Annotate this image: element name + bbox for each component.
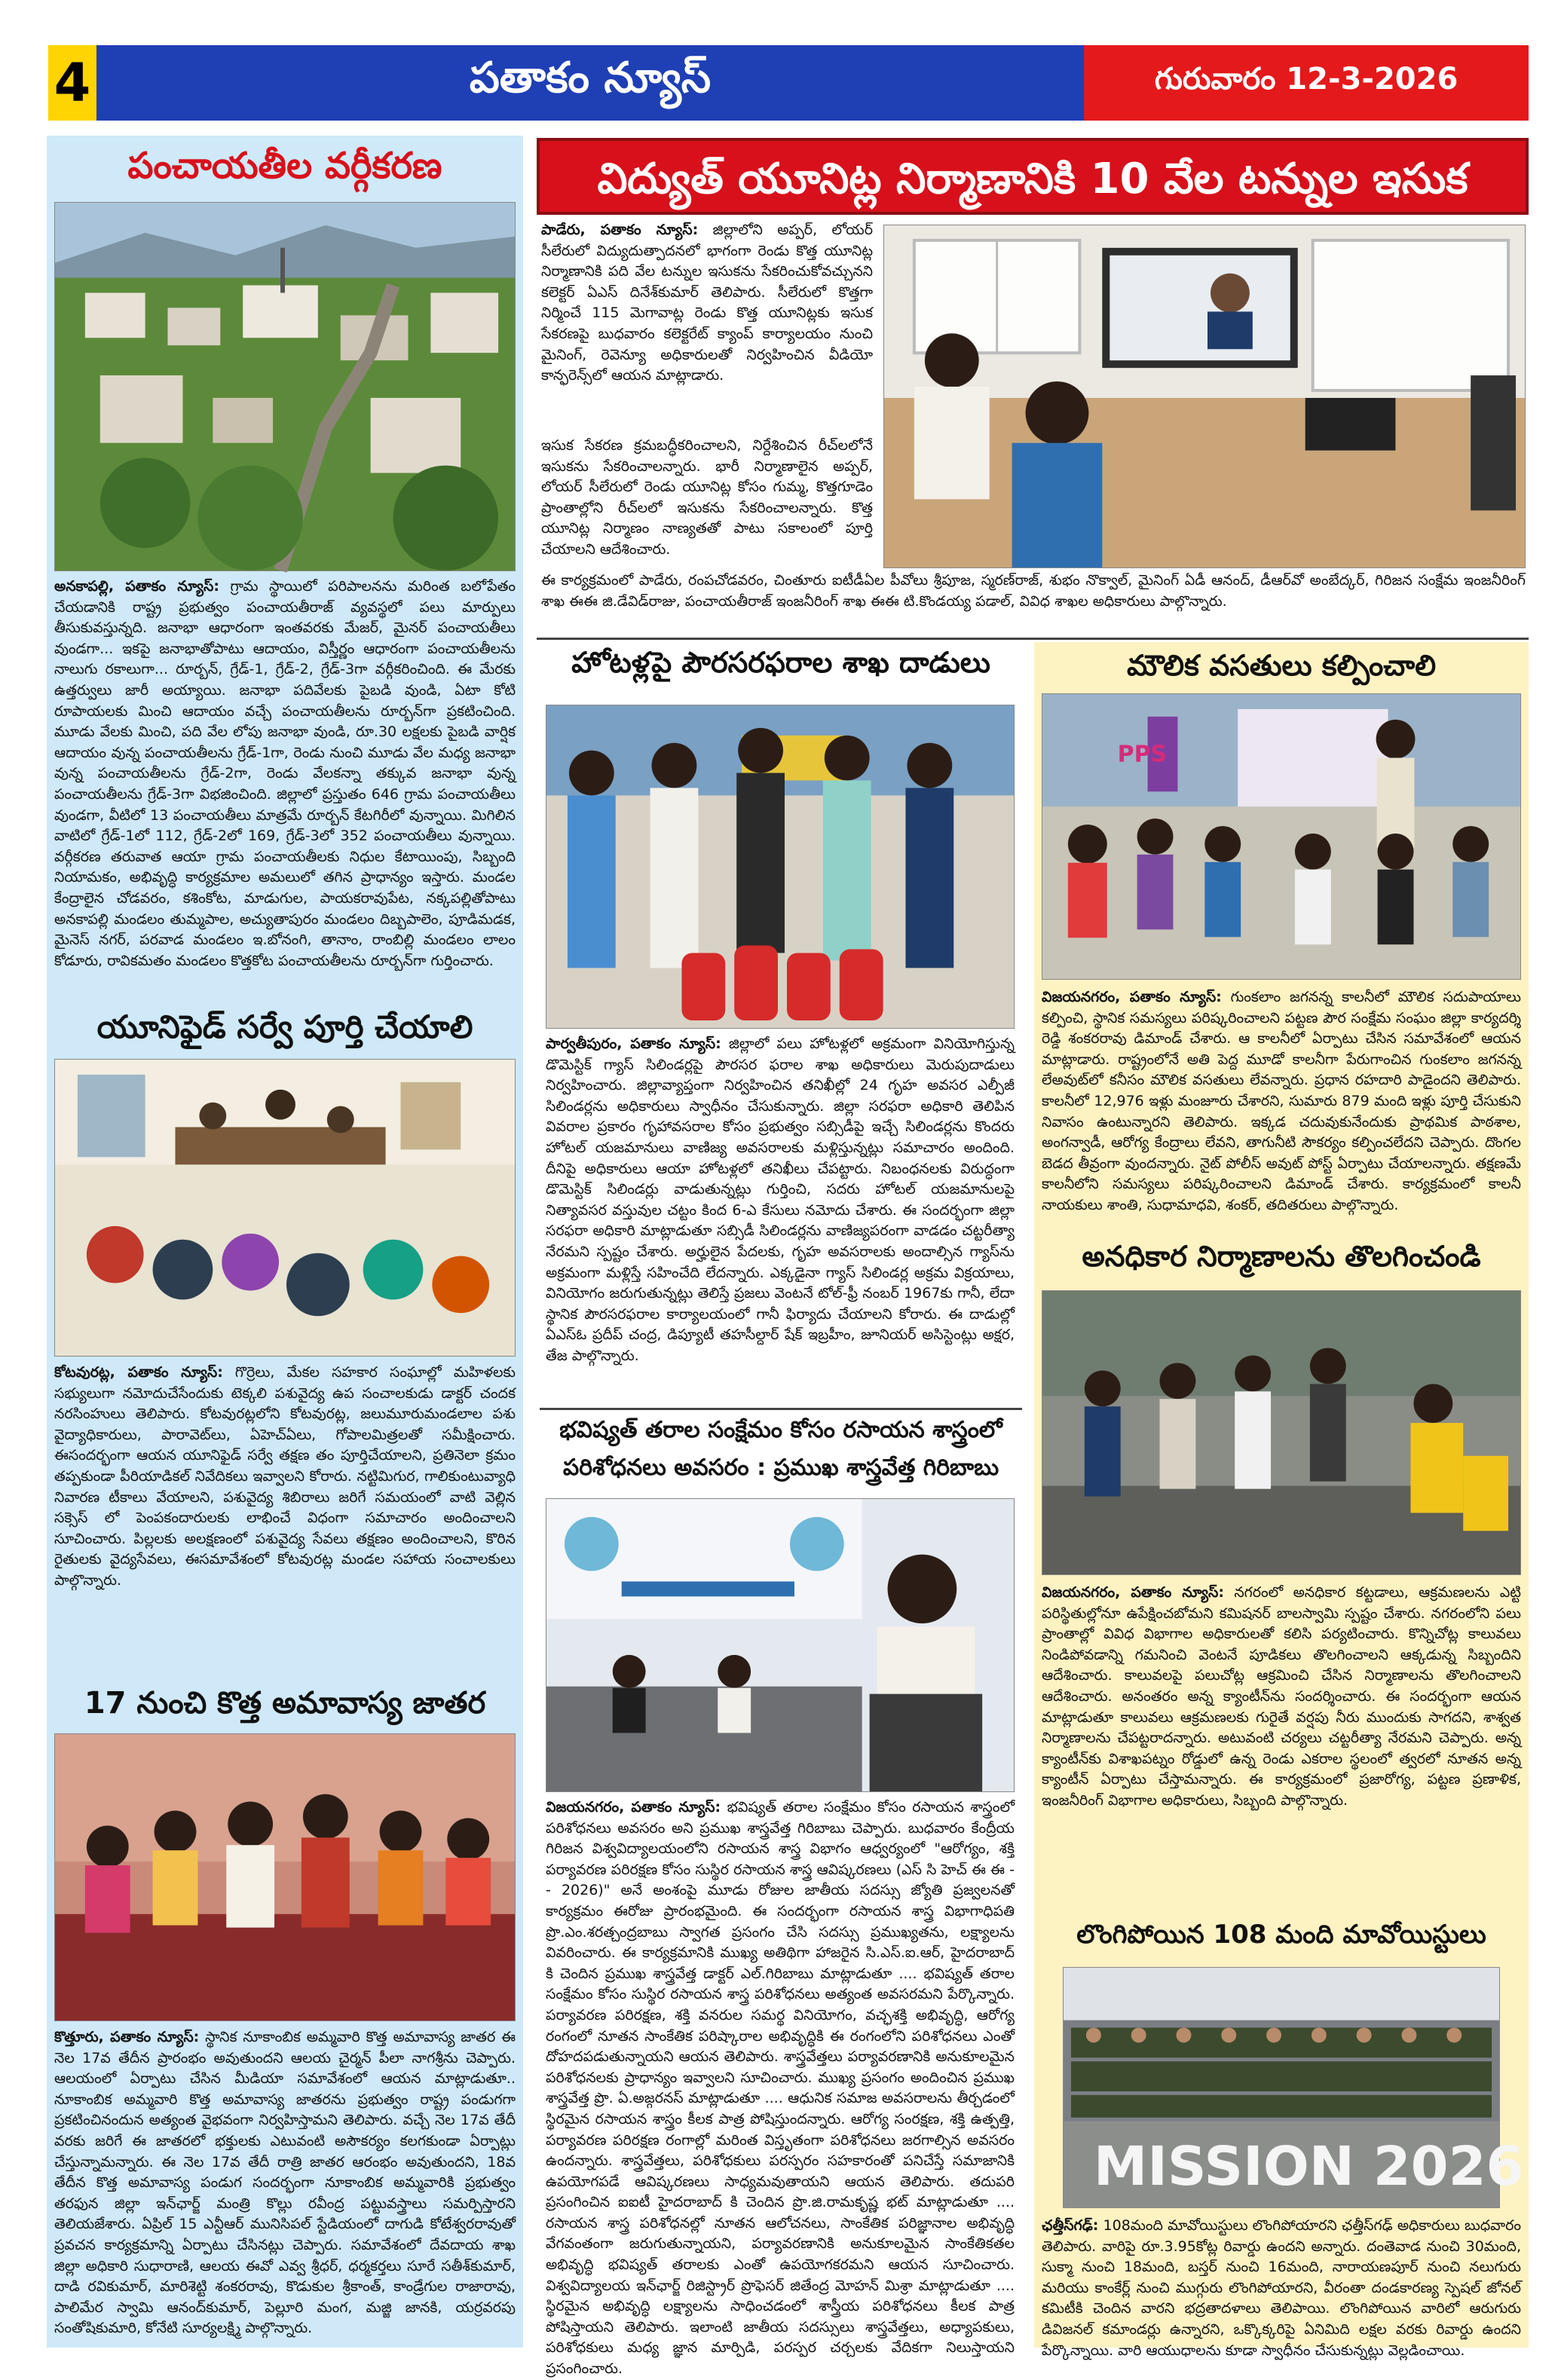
pps-banner-label: PPS (1117, 741, 1168, 768)
survey-text: గొర్రెలు, మేకల సహకార సంఘాల్లో మహిళలకు సభ్యులుగా నమోదుచేసేందుకు టెక్కలి పశువైద్య ఉప సంచాలకుడు డాక్టర్ చందక నరసింహులు తెలిపారు. కోటవురట్లలోని కోటవురట్ల, జలుమూరుమండలాల పశు వైద్యాధికారులు, పారావెట్‌లు, ఏహెచ్‌ఏలు, గోపాలమిత్రలతో సమీక్షించారు. ఈసందర్భంగా ఆయన యూనిఫైడ్ సర్వే తక్షణ తం పూర్తిచేయాలని, ప్రతినెలా క్రమం తప్పకుండా పీరియాడికల్ నివేదికలు ఇవ్వాలని కోరారు. నట్టిమిగుర, గాలికుంటువ్యాధి నివారణ టీకాలు వేయాలని, పశువైద్య శిబిరాలు జరిగే సమయంలో వాటి వెల్లిన సక్సెస్ లో పెంపకందారులకు లాభించే విధంగా సమాచారం అందించాలని సూచించారు. పిల్లలకు అలక్షణంలో పశువైద్య సేవలు తక్షణం అందించాలని, కొరిన రైతులకు వైద్యసేవలు, ఈసమావేశంలో కోటవురట్ల మండల సహాయ సంచాలకులు పాల్గొన్నారు. (54, 1364, 516, 1589)
video-conference-photo (883, 225, 1526, 568)
basic-text: గుంకలాం జగనన్న కాలనీలో మౌలిక సదుపాయాలు కల్పించి, స్థానిక సమస్యలు పరిష్కరించాలని పట్టణ పౌర సంక్షేమ సంఘం జిల్లా కార్యదర్శి రెడ్డి శంకరరావు డిమాండ్ చేశారు. ఆ కాలనీలో ఏర్పాటు చేసిన సమావేశంలో ఆయన మాట్లాడారు. రాష్ట్రంలోనే అతి పెద్ద మూడో కాలనీగా పేరుగాంచిన గుంకలాం జగనన్న లేఅవుట్‌లో కనీసం మౌలిక వసతులు లేవన్నారు. ప్రధాన రహదారి పాడైందని తెలిపారు. కాలనీలో 12,976 ఇళ్లు మంజూరు చేశారని, సుమారు 879 మంది ఇళ్లు పూర్తి చేసుకుని నివాసం ఉంటున్నారని తెలిపారు. ఇక్కడ చదువుకునేందుకు ప్రాథమిక పాఠశాల, అంగన్వాడీ, ఆరోగ్య కేంద్రాలు లేవని, తాగునీటి సౌకర్యం కల్పించలేదని చెప్పారు. దొంగల బెడద తీవ్రంగా వుందన్నారు. నైట్ పోలీస్ అవుట్ పోస్ట్ ఏర్పాటు చేయాలన్నారు. తక్షణమే కాలనీలోని సమస్యలు పరిష్కరించాలని డిమాండ్ చేశారు. కార్యక్రమంలో కాలనీ నాయకులు శాంతి, సుధామాధవి, శంకర్, తదితరులు పాల్గొన్నారు. (1042, 989, 1521, 1213)
maoists-headline: లొంగిపోయిన 108 మంది మావోయిస్టులు (1076, 1920, 1486, 1950)
panchayat-text: గ్రామ స్థాయిలో పరిపాలనను మరింత బలోపేతం చేయడానికి రాష్ట్ర ప్రభుత్వం పంచాయతీరాజ్ వ్యవస్థలో పలు మార్పులు తీసుకువస్తున్నది. జనాభా ఆధారంగా ఇంతవరకు మేజర్, మైనర్ పంచాయతీలు వుండగా... ఇకపై జనాభాతోపాటు ఆదాయం, విస్తీర్ణం ఆధారంగా పంచాయతీలను నాలుగు రకాలుగా... రూర్బన్, గ్రేడ్-1, గ్రేడ్-2, గ్రేడ్-3గా వర్గీకరించింది. ఈ మేరకు ఉత్తర్వులు జారీ అయ్యాయి. జనాభా పదివేలకు పైబడి వుండి, ఏటా కోటి రూపాయలకు మించి ఆదాయం వచ్చే పంచాయతీలను రూర్బన్‌గా ప్రకటించింది. మూడు వేలకు మించి, పది వేల లోపు జనాభా వుండి, రూ.30 లక్షలకు పైబడి వార్షిక ఆదాయం వున్న పంచాయతీలను గ్రేడ్-1గా, రెండు నుంచి మూడు వేల మధ్య జనాభా వున్న పంచాయతీలను గ్రేడ్-2గా, రెండు వేలకన్నా తక్కువ జనాభా వున్న పంచాయతీలను గ్రేడ్-3గా విభజించింది. జిల్లాలో ప్రస్తుతం 646 గ్రామ పంచాయతీలు వుండగా, వీటిలో 13 పంచాయతీలు మాత్రమే రూర్బన్ కేటగిరీలో వున్నాయి. మిగిలిన వాటిలో గ్రేడ్-1లో 112, గ్రేడ్-2లో 169, గ్రేడ్-3లో 352 పంచాయతీలు వున్నాయి. వర్గీకరణ తరువాత ఆయా గ్రామ పంచాయతీలకు నిధుల కేటాయింపు, సిబ్బంది నియామకం, అభివృద్ధి కార్యక్రమాల అమలులో తగిన ప్రాధాన్యం ఇస్తారు. మండల కేంద్రాలైన చోడవరం, కశింకోట, మాడుగుల, పాయకరావుపేట, నక్కపల్లితోపాటు అనకాపల్లి మండలం తుమ్మపాల, అచ్యుతాపురం మండలం దిబ్బపాలెం, పూడిమడక, మైనెస్ నగర్, పరవాడ మండలం ఇ.బోనంగి, తానాం, రాంబిల్లి మండలం లాలం కోడూరు, రావికమతం మండలం కొత్తకోట పంచాయతీలను రూర్బన్‌గా గుర్తించారు. (54, 578, 516, 969)
jatara-headline: 17 నుంచి కొత్త అమావాస్య జాతర (84, 1686, 486, 1721)
divider-hotels (540, 1408, 1022, 1410)
panchayat-body (54, 577, 516, 999)
science-headline-1: భవిష్యత్ తరాల సంక్షేమం కోసం రసాయన శాస్త్రంలో (559, 1417, 1002, 1443)
hotels-body (546, 1034, 1015, 1405)
sand-dateline: పాడేరు, పతాకం న్యూస్: (541, 222, 699, 238)
basic-headline: మౌలిక వసతులు కల్పించాలి (1126, 649, 1437, 682)
mission-2026-banner: MISSION 2026 (1093, 2134, 1524, 2198)
hotels-dateline: పార్వతీపురం, పతాకం న్యూస్: (546, 1036, 721, 1052)
jatara-body (54, 2027, 516, 2344)
illegal-dateline: విజయనగరం, పతాకం న్యూస్: (1042, 1584, 1224, 1601)
illegal-text: నగరంలో అనధికార కట్టడాలు, ఆక్రమణలను ఎట్టి పరిస్థితుల్లోనూ ఉపేక్షించబోమని కమిషనర్ బాలస్వామి స్పష్టం చేశారు. నగరంలోని పలు ప్రాంతాల్లో వివిధ విభాగాల అధికారులతో కలిసి పర్యటించారు. కొన్నిచోట్ల కాలువలు నిండిపోవడాన్ని గమనించి వెంటనే పూడికలు తొలగించాలని ఆక్కడున్న సిబ్బందిని ఆదేశించారు. కాలువలపై పలుచోట్ల ఆక్రమించి చేసిన నిర్మాణాలను తొలగించాలని ఆదేశించారు. అనంతరం అన్న క్యాంటీన్‌ను సందర్శించారు. ఈ సందర్భంగా ఆయన మాట్లాడుతూ కాలువలు ఆక్రమణలకు గురైతే వర్షపు నీరు ముందుకు సాగదని, శాశ్వత నిర్మాణాలను చేపట్టరాదన్నారు. అటువంటి చర్యలు చట్టరీత్యా నేరమని చెప్పారు. అన్న క్యాంటీన్‌కు విశాఖపట్నం రోడ్డులో ఉన్న రెండు ఎకరాల స్థలంలో త్వరలో నూతన అన్న క్యాంటీన్ ఏర్పాటు చేస్తామన్నారు. ఈ కార్యక్రమంలో ప్రజారోగ్య, పట్టణ ప్రణాళిక, ఇంజనీరింగ్ విభాగాల అధికారులు, సిబ్బంది పాల్గొన్నారు. (1042, 1584, 1521, 1809)
sand-body-3: ఈ కార్యక్రమంలో పాడేరు, రంపచోడవరం, చింతూరు ఐటీడీఏల పీవోలు శ్రీపూజ, స్మరణ్‌రాజ్, శుభం నొక్వాల్, మైనింగ్ ఏడీ ఆనంద్, డీఆర్‌వో అంబేద్కర్, గిరిజన సంక్షేమ ఇంజనీరింగ్ శాఖ ఈఈ జి.డేవిడ్‌రాజు, పంచాయతీరాజ్ ఇంజనీరింగ్ శాఖ ఈఈ టి.కొండయ్య పడాల్, వివిధ శాఖల అధికారులు పాల్గొన్నారు. (541, 572, 1526, 610)
maoists-dateline: ఛత్తీస్‌గఢ్: (1042, 2217, 1099, 2234)
survey-meeting-photo (54, 1059, 516, 1357)
science-body (546, 1797, 1015, 2378)
issue-date: గురువారం 12-3-2026 (1084, 45, 1529, 121)
jatara-dateline: కొత్తూరు, పతాకం న్యూస్: (54, 2029, 200, 2045)
sand-headline: విద్యుత్ యూనిట్ల నిర్మాణానికి 10 వేల టన్నుల ఇసుక (537, 138, 1529, 215)
hotels-text: జిల్లాలో పలు హోటళ్లలో అక్రమంగా వినియోగిస్తున్న డొమెస్టిక్ గ్యాస్ సిలిండర్లపై పౌరసర ఫరాల శాఖ అధికారులు మెరుపుదాడులు నిర్వహించారు. జిల్లావ్యాప్తంగా నిర్వహించిన తనిఖీల్లో 24 గృహ అవసర ఎల్పీజీ సిలిండర్లను అధికారులు స్వాధీనం చేసుకున్నారు. జిల్లా సరఫరా అధికారి తెలిపిన వివరాల ప్రకారం గృహావసరాల కోసం ప్రభుత్వం సబ్సిడీపై ఇచ్చే సిలిండర్లను కొందరు హోటల్ యజమానులు వాణిజ్య అవసరాలకు మళ్లిస్తున్నట్లు సమాచారం అందింది. దీనిపై అధికారులు ఆయా హోటళ్లలో తనిఖీలు చేపట్టారు. నిబంధనలకు విరుద్ధంగా డొమెస్టిక్ సిలిండర్లు వాడుతున్నట్లు గుర్తించి, సదరు హోటల్ యజమానులపై నిత్యావసర వస్తువుల చట్టం కింద 6-ఎ కేసులు నమోదు చేశారు. ఈ సందర్భంగా జిల్లా సరఫరా అధికారి మాట్లాడుతూ సబ్సిడీ సిలిండర్లను వాణిజ్యపరంగా వాడడం చట్టరీత్యా నేరమని స్పష్టం చేశారు. అర్హులైన పేదలకు, గృహ అవసరాలకు అందాల్సిన గ్యాస్‌ను అక్రమంగా మళ్లిస్తే సహించేది లేదన్నారు. ఎక్కడైనా గ్యాస్ సిలిండర్ల అక్రమ విక్రయాలు, వినియోగం జరుగుతున్నట్లు తెలిస్తే ప్రజలు వెంటనే టోల్-ఫ్రీ నంబర్ 1967కు గానీ, లేదా స్థానిక పౌరసరఫరాల కార్యాలయంలో గానీ ఫిర్యాదు చేయాలని కోరారు. ఈ దాడుల్లో ఏఎస్‌ఓ ప్రదీప్ చంద్ర, డిప్యూటీ తహసీల్దార్ షేక్ ఇబ్రహీం, జూనియర్ అసిస్టెంట్లు అక్షర, తేజ పాల్గొన్నారు. (546, 1036, 1015, 1364)
jatara-text: స్థానిక నూకాంబిక అమ్మవారి కొత్త అమావాస్య జాతర ఈ నెల 17వ తేదీన ప్రారంభం అవుతుందని ఆలయ చైర్మన్ పీలా నాగశ్రీను చెప్పారు. ఆలయంలో ఏర్పాటు చేసిన మీడియా సమావేశంలో ఆయన మాట్లాడుతూ.. నూకాంబిక అమ్మవారి కొత్త అమావాస్య జాతరను ప్రభుత్వం రాష్ట్ర పండుగగా ప్రకటించినందున అత్యంత వైభవంగా నిర్వహిస్తామని తెలిపారు. వచ్చే నెల 17వ తేదీ వరకు జరిగే ఈ జాతరలో భక్తులకు ఎటువంటి అసౌకర్యం కలగకుండా ఏర్పాట్లు చేస్తున్నామన్నారు. ఈ నెల 17వ తేదీ రాత్రి జాతర ఆరంభం అవుతుందని, 18వ తేదీన కొత్త అమావాస్య పండుగ సందర్భంగా నూకాంబిక అమ్మవారికి ప్రభుత్వం తరఫున జిల్లా ఇన్‌ఛార్జ్ మంత్రి కొల్లు రవీంద్ర పట్టువస్త్రాలు సమర్పిస్తారని తెలియజేశారు. ఏప్రిల్ 15 ఎన్టీఆర్ మునిసిపల్ స్టేడియంలో దాగుడి కోటేశ్వరరావుతో ప్రవచన కార్యక్రమాన్ని ఏర్పాటు చేసినట్లు చెప్పారు. సమావేశంలో దేవదాయ శాఖ జిల్లా అధికారి సుధారాణి, ఆలయ ఈవో ఎవ్వ శ్రీధర్, ధర్మకర్తలు సూరే సతీశ్‌కుమార్, దాడి రవికుమార్, మారిశెట్టి శంకరరావు, కొడుకుల శ్రీకాంత్, కాండ్రేగుల రాజారావు, పాలిమేర స్వామి ఆనంద్‌కుమార్, పెల్లూరి మంగ, మజ్జి జానకి, యర్రవరపు సంతోషికుమారి, కోనేటి సూర్యలక్ష్మి పాల్గొన్నారు. (54, 2029, 516, 2337)
drain-inspection-photo (1042, 1290, 1521, 1575)
aerial-town-photo (54, 202, 516, 571)
survey-dateline: కోటవురట్ల, పతాకం న్యూస్: (54, 1364, 223, 1381)
survey-headline: యూనిఫైడ్ సర్వే పూర్తి చేయాలి (96, 1008, 473, 1045)
science-seminar-photo (546, 1498, 1015, 1792)
sand-text-1: జిల్లాలోని అప్పర్, లోయర్ సీలేరులో విద్యుదుత్పాదనలో భాగంగా రెండు కొత్త యూనిట్ల నిర్మాణానికి పది వేల టన్నుల ఇసుకను సేకరించుకోవచ్చునని కలెక్టర్ ఏఎస్ దినేశ్‌కుమార్ తెలిపారు. సీలేరులో కొత్తగా నిర్మించే 115 మెగావాట్ల రెండు కొత్త యూనిట్లకు ఇసుక సేకరణపై బుధవారం కలెక్టరేట్ క్యాంప్ కార్యాలయం నుంచి మైనింగ్, రెవెన్యూ అధికారులతో నిర్వహించిన వీడియో కాన్ఫరెన్స్‌లో ఆయన మాట్లాడారు. (541, 222, 873, 384)
sand-body-1 (541, 220, 873, 430)
gas-cylinder-raid-photo (546, 705, 1015, 1029)
divider-sand (537, 638, 1529, 640)
science-dateline: విజయనగరం, పతాకం న్యూస్: (546, 1799, 721, 1816)
science-headline-2: పరిశోధనలు అవసరం : ప్రముఖ శాస్త్రవేత్త గిరిబాబు (562, 1455, 999, 1481)
panchayat-dateline: అనకాపల్లి, పతాకం న్యూస్: (54, 578, 219, 595)
maoist-surrender-photo (1063, 1967, 1524, 2208)
basic-body (1042, 987, 1521, 1251)
page-number: 4 (48, 45, 96, 121)
basic-dateline: విజయనగరం, పతాకం న్యూస్: (1042, 989, 1222, 1005)
panchayat-headline: పంచాయతీల వర్గీకరణ (127, 145, 442, 187)
illegal-headline: అనధికార నిర్మాణాలను తొలగించండి (1082, 1240, 1481, 1273)
science-text: భవిష్యత్ తరాల సంక్షేమం కోసం రసాయన శాస్త్రంలో పరిశోధనలు అవసరం అని ప్రముఖ శాస్త్రవేత్త గిరిబాబు చెప్పారు. బుధవారం కేంద్రీయ గిరిజన విశ్వవిద్యాలయంలోని రసాయన శాస్త్ర విభాగం ఆధ్వర్యంలో "ఆరోగ్యం, శక్తి పర్యావరణ పరిరక్షణ కోసం సుస్థిర రసాయన శాస్త్ర ఆవిష్కరణలు (ఎస్ సి హెచ్ ఈ ఈ -- 2026)" అనే అంశంపై మూడు రోజుల జాతీయ సదస్సు జ్యోతి ప్రజ్వలనతో కార్యక్రమం ఈరోజు ప్రారంభమైంది. ఈ సందర్భంగా రసాయన శాస్త్ర విభాగాధిపతి ప్రొ.ఎం.శరత్చంద్రబాబు స్వాగత ప్రసంగం చేసి సదస్సు ప్రముఖ్యతను, లక్ష్యాలను వివరించారు. ఈ కార్యక్రమానికి ముఖ్య అతిథిగా హాజరైన సి.ఎస్.ఐ.ఆర్, హైదరాబాద్ కి చెందిన ప్రముఖ శాస్త్రవేత్త డాక్టర్ ఎల్.గిరిబాబు మాట్లాడుతూ .... భవిష్యత్ తరాల సంక్షేమం కోసం సుస్థిర రసాయన శాస్త్ర పరిశోధనలు అత్యంత అవసరమని పేర్కొన్నారు. పర్యావరణ పరిరక్షణ, శక్తి వనరుల సమర్థ వినియోగం, వచ్ఛశక్తి అభివృద్ధి, ఆరోగ్య రంగంలో నూతన సాంకేతిక పరిష్కారాల అభివృద్ధికి ఈ రంగంలోని పరిశోధనలు ఎంతో దోహదపడుతున్నాయని ఆయన తెలిపారు. శాస్త్రవేత్తలు పర్యావరణానికి అనుకూలమైన పరిశోధనలకు ప్రాధాన్యం ఇవ్వాలని సూచించారు. ముఖ్య ప్రసంగం అందించిన ప్రముఖ శాస్త్రవేత్త ప్రొ. ఏ.అజ్గరనస్ మాట్లాడుతూ .... ఆధునిక సమాజ అవసరాలను తీర్చడంలో స్థిరమైన రసాయన శాస్త్రం కీలక పాత్ర పోషిస్తుందన్నారు. ఆరోగ్య సంరక్షణ, శక్తి ఉత్పత్తి, పర్యావరణ పరిరక్షణ రంగాల్లో మరింత విస్తృతంగా పరిశోధనలు జరగాల్సిన అవసరం ఉందన్నారు. శాస్త్రవేత్తలు, పరిశోధకులు పరస్పరం సహకారంతో పనిచేస్తే సమాజానికి ఉపయోగపడే ఆవిష్కరణలు సాధ్యమవుతాయని ఆయన తెలిపారు. తదుపరి ప్రసంగించిన ఐఐటీ హైదరాబాద్ కి చెందిన ప్రొ.జి.రామకృష్ణ భట్ మాట్లాడుతూ .... రసాయన శాస్త్ర పరిశోధనల్లో నూతన ఆలోచనలు, సాంకేతిక పరిజ్ఞానాల అభివృద్ధి వేగవంతంగా జరుగుతున్నాయని, పర్యావరణానికి అనుకూలమైన సాంకేతికతల అభివృద్ధి భవిష్యత్ తరాలకు ఎంతో ఉపయోగకరమని ఆయన సూచించారు. విశ్వవిద్యాలయ ఇన్‌ఛార్జ్ రిజిస్ట్రార్ ప్రొఫెసర్ జితేంద్ర మోహన్ మిశ్రా మాట్లాడుతూ .... స్థిరమైన అభివృద్ధి లక్ష్యాలను సాధించడంలో శాస్త్రీయ పరిశోధనలు కీలక పాత్ర పోషిస్తాయని తెలిపారు. ఇలాంటి జాతీయ సదస్సులు శాస్త్రవేత్తలు, అధ్యాపకులు, పరిశోధకులు మధ్య జ్ఞాన మార్పిడి, పరస్పర చర్చలకు వేదికగా నిలుస్తాయని ప్రసంగించారు. (546, 1799, 1015, 2378)
sand-body-2: ఇసుక సేకరణ క్రమబద్ధీకరించాలని, నిర్దేశించిన రీచ్‌లలోనే ఇసుకను సేకరించాలన్నారు. భారీ నిర్మాణాలైన అప్పర్, లోయర్ సీలేరులో రెండు యూనిట్ల కోసం గుమ్మ, కొత్తగూడెం ప్రాంతాల్లోని రీచ్‌లలో ఇసుకను సేకరించాలన్నారు. కొత్త యూనిట్ల నిర్మాణం నాణ్యతతో పాటు సకాలంలో పూర్తి చేయాలని ఆదేశించారు. (541, 437, 873, 558)
newspaper-title: పతాకం న్యూస్ (96, 45, 1084, 121)
maoists-text: 108మంది మావోయిస్టులు లొంగిపోయారని ఛత్తీస్‌గఢ్ అధికారులు బుధవారం తెలిపారు. వారిపై రూ.3.95కోట్ల రివార్డు ఉందని అన్నారు. దంతెవాడ నుంచి 30మంది, సుక్మా నుంచి 18మంది, బస్తర్ నుంచి 16మంది, నారాయణపూర్ నుంచి నలుగురు మరియు కాంకేర్ల్ నుంచి ముగ్గురు లొంగిపోయారని, వీరంతా దండకారణ్య స్పెషల్ జోనల్ కమిటీకి చెందిన వారని భద్రతాదళాలు తెలిపాయి. లొంగిపోయిన వారిలో ఆరుగురు డివిజనల్ కమాండర్లు ఉన్నారని, ఒక్కొక్కరిపై ఏనిమిది లక్షల వరకు రివార్డు ఉందని పేర్కొన్నాయి. వారి ఆయుధాలను కూడా స్వాధీనం చేసుకున్నట్లు వెల్లడించాయి. (1042, 2217, 1521, 2359)
maoists-body (1042, 2216, 1521, 2359)
hotels-headline: హోటళ్లపై పౌరసరఫరాల శాఖ దాడులు (571, 646, 990, 679)
illegal-body (1042, 1583, 1521, 1907)
jatara-press-meet-photo (54, 1733, 516, 2021)
survey-body (54, 1363, 516, 1679)
colony-meeting-photo (1042, 693, 1521, 980)
